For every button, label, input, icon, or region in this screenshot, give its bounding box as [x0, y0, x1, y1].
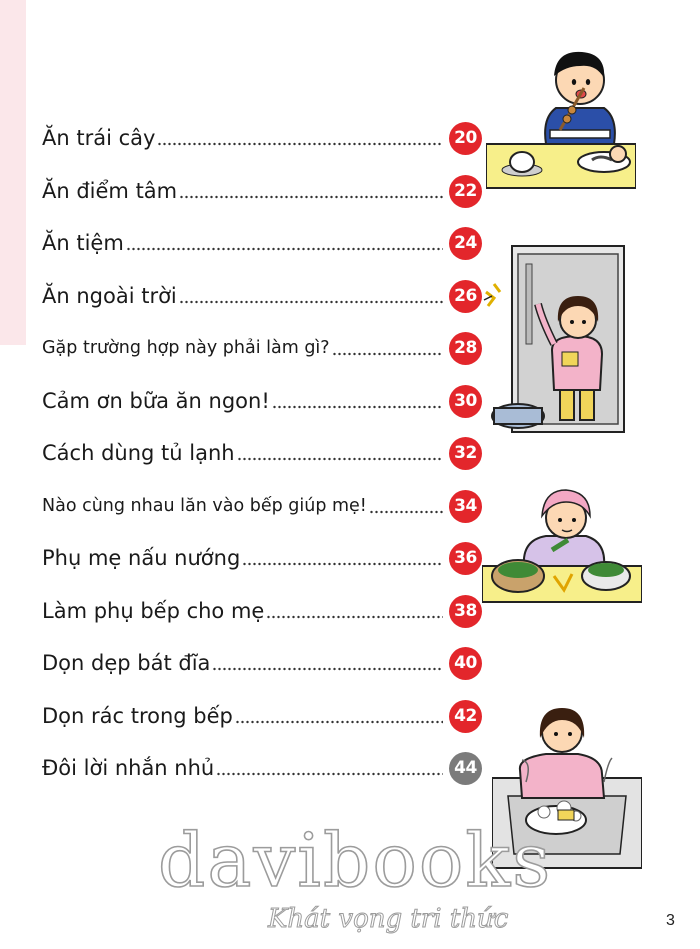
page-number-badge: 26	[449, 280, 482, 313]
page-number-badge: 32	[449, 437, 482, 470]
dot-leader	[332, 352, 443, 356]
page-margin-strip	[0, 0, 26, 345]
watermark-tagline: Khát vọng tri thức	[268, 904, 509, 934]
toc-entry-label: Cảm ơn bữa ăn ngon!	[42, 389, 270, 413]
page-number: 3	[666, 912, 675, 929]
dot-leader	[179, 195, 443, 199]
page-number-badge: 20	[449, 122, 482, 155]
toc-entry[interactable]	[42, 591, 482, 631]
toc-entry[interactable]	[42, 486, 482, 526]
dot-leader	[212, 667, 443, 671]
dot-leader	[235, 720, 443, 724]
page-number-badge: 28	[449, 332, 482, 365]
dot-leader	[272, 405, 443, 409]
toc-entry-label: Ăn ngoài trời	[42, 284, 177, 308]
toc-entry[interactable]	[42, 223, 482, 263]
toc-entry-label: Nào cùng nhau lăn vào bếp giúp mẹ!	[42, 496, 367, 516]
dot-leader	[237, 457, 443, 461]
toc-entry-label: Cách dùng tủ lạnh	[42, 441, 235, 465]
toc-entry-label: Ăn điểm tâm	[42, 179, 178, 203]
girl-cooking-illustration	[482, 470, 642, 604]
toc-entry[interactable]	[42, 328, 482, 368]
toc-entry-label: Gặp trường hợp này phải làm gì?	[42, 338, 330, 358]
toc-entry[interactable]	[42, 118, 482, 158]
toc-entry[interactable]	[42, 381, 482, 421]
toc-entry[interactable]	[42, 171, 482, 211]
toc-entry[interactable]	[42, 538, 482, 578]
dot-leader	[179, 300, 443, 304]
toc-entry-label: Làm phụ bếp cho mẹ	[42, 599, 265, 623]
watermark-brand: davibooks	[158, 818, 553, 904]
toc-entry[interactable]	[42, 643, 482, 683]
page-number-badge: 30	[449, 385, 482, 418]
page-number-badge: 40	[449, 647, 482, 680]
toc-entry-label: Dọn rác trong bếp	[42, 704, 233, 728]
toc-entry-label: Dọn dẹp bát đĩa	[42, 651, 211, 675]
page-number-badge: 44	[449, 752, 482, 785]
toc-entry[interactable]	[42, 696, 482, 736]
toc-entry[interactable]	[42, 748, 482, 788]
page-number-badge: 38	[449, 595, 482, 628]
toc-entry[interactable]	[42, 276, 482, 316]
toc-entry[interactable]	[42, 433, 482, 473]
dot-leader	[266, 615, 443, 619]
page-number-badge: 36	[449, 542, 482, 575]
dot-leader	[157, 142, 443, 146]
page-number-badge: 22	[449, 175, 482, 208]
boy-eating-fruit-illustration	[486, 44, 636, 190]
dot-leader	[369, 510, 443, 514]
page-number-badge: 42	[449, 700, 482, 733]
toc-entry-label: Đôi lời nhắn nhủ	[42, 756, 215, 780]
toc-entry-label: Ăn trái cây	[42, 126, 156, 150]
dot-leader	[126, 247, 443, 251]
toc-entry-label: Ăn tiệm	[42, 231, 124, 255]
dot-leader	[242, 562, 443, 566]
page-number-badge: 24	[449, 227, 482, 260]
toc-entry-label: Phụ mẹ nấu nướng	[42, 546, 241, 570]
dot-leader	[216, 772, 443, 776]
girl-opening-fridge-illustration	[482, 240, 632, 440]
page-number-badge: 34	[449, 490, 482, 523]
